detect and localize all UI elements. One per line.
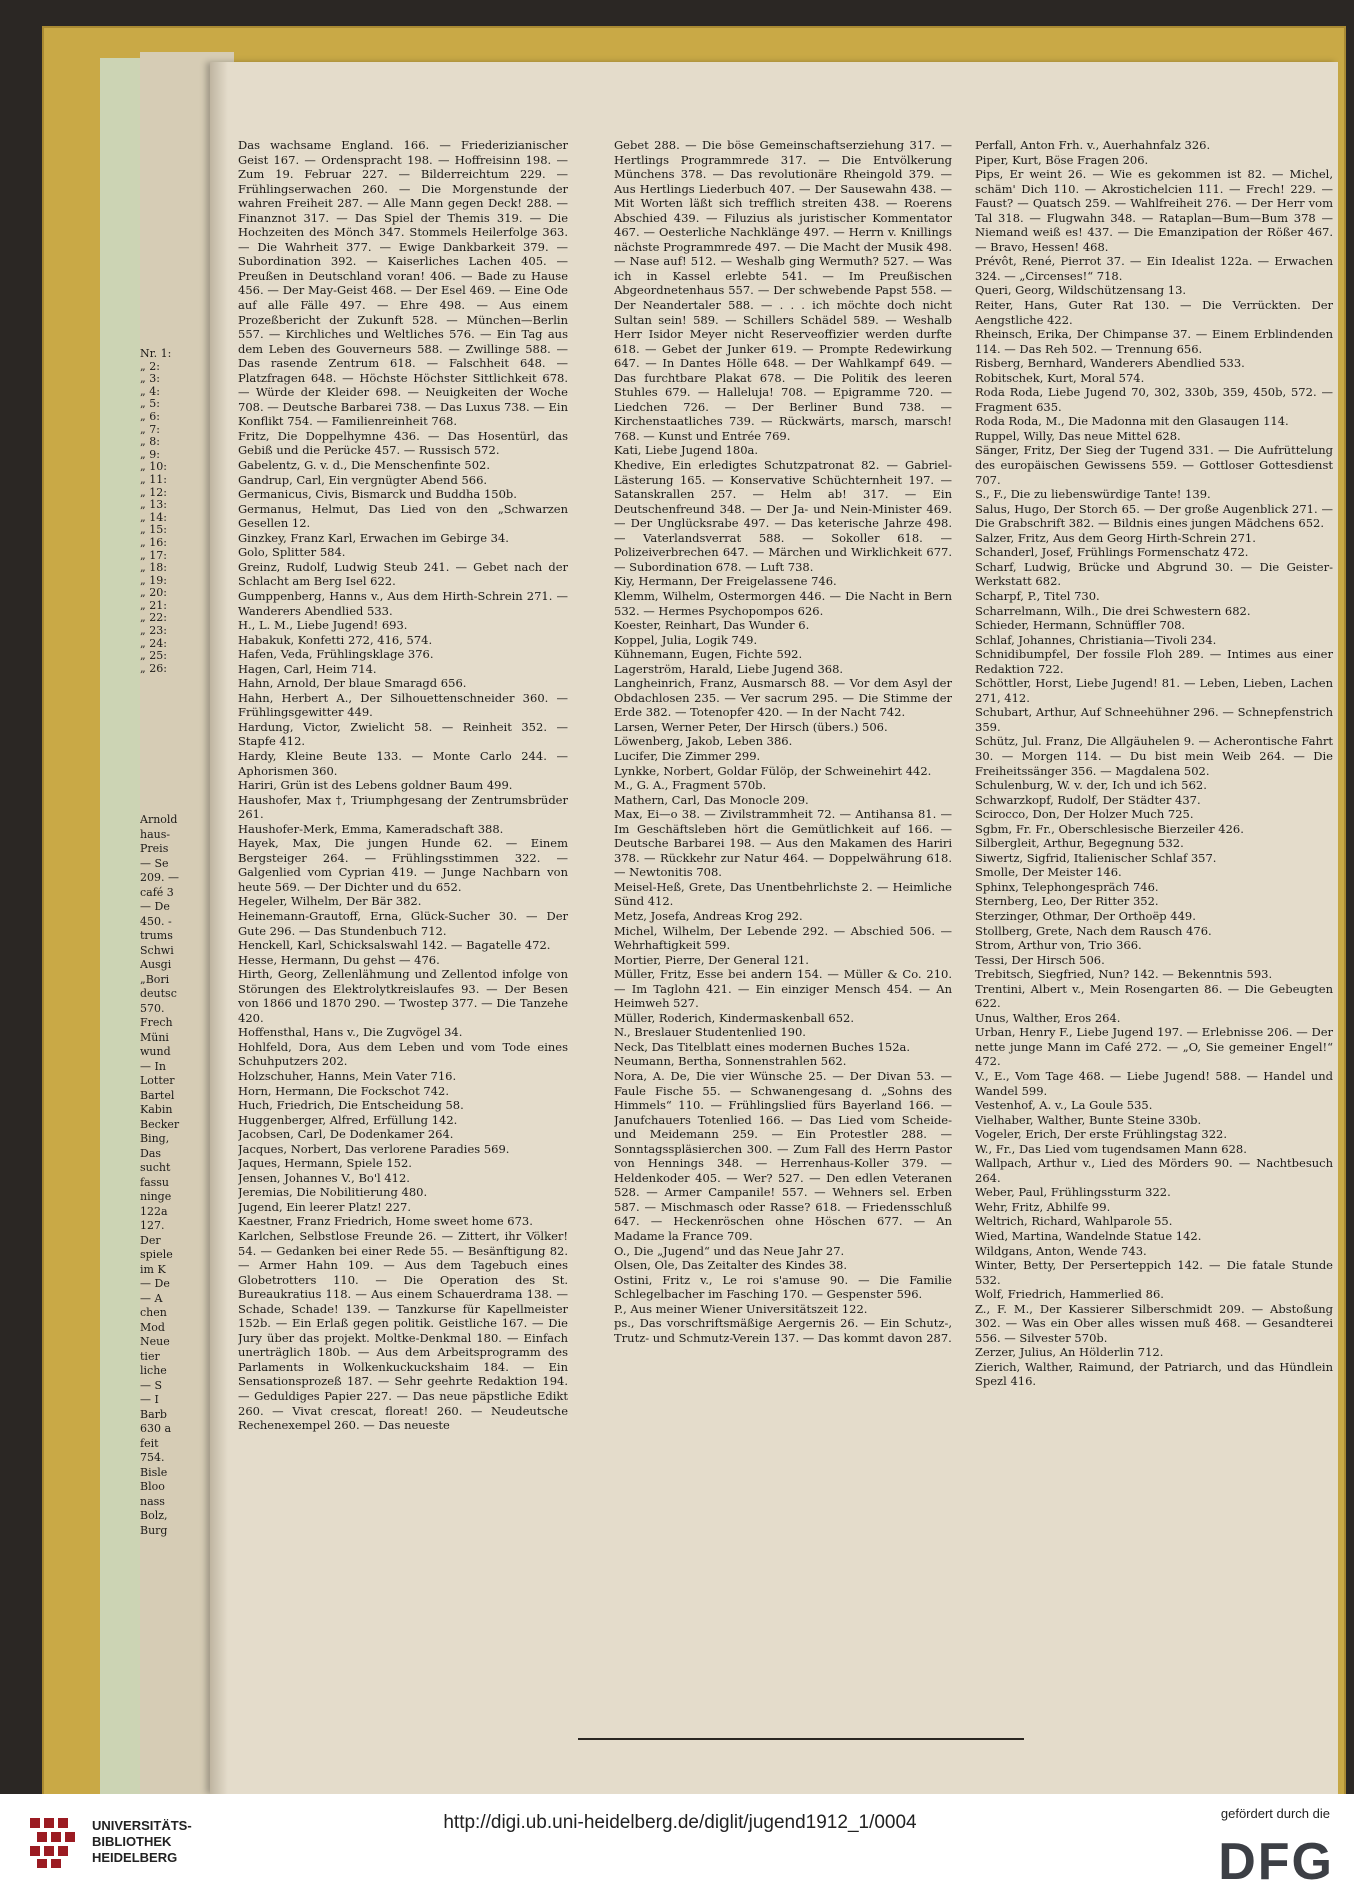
index-entry: Weltrich, Richard, Wahlparole 55. [975,1214,1173,1229]
index-entry: Germanicus, Civis, Bismarck und Buddha 150b. [238,487,517,502]
index-entry: Kühnemann, Eugen, Fichte 592. [614,647,803,662]
underlying-text-fragment: Barb [140,1407,167,1421]
index-entry: Sgbm, Fr. Fr., Oberschlesische Bierzeiler 426. [975,821,1244,836]
index-entry: Robitschek, Kurt, Moral 574. [975,370,1145,385]
index-entry: Koppel, Julia, Logik 749. [614,632,758,647]
issue-number-label: „ 10: [140,460,167,474]
index-entry: Kiy, Hermann, Der Freigelassene 746. [614,574,837,589]
index-entry: Gumppenberg, Hanns v., Aus dem Hirth-Schrein 271. — Wanderers Abendlied 533. [238,588,568,618]
index-entry: Hardung, Victor, Zwielicht 58. — Reinheit 352. — Stapfe 412. [238,719,568,749]
index-entry: Max, Ei—o 38. — Zivilstrammheit 72. — Antihansa 81. — Im Geschäftsleben hört die Gemütlichkeit auf 166. — Deutsche Barbarei 198. — Aus den Makamen des Hariri 378. — Rückkehr zur Natur 464. — Doppelwährung 618. — Newtonitis 708. [614,807,952,880]
permalink[interactable]: http://digi.ub.uni-heidelberg.de/diglit/jugend1912_1/0004 [443,1812,917,1833]
index-entry: Wolf, Friedrich, Hammerlied 86. [975,1287,1164,1302]
index-entry: Siwertz, Sigfrid, Italienischer Schlaf 357. [975,850,1217,865]
index-entry: Fritz, Die Doppelhymne 436. — Das Hosentürl, das Gebiß und die Perücke 457. — Russisch 572. [238,428,568,458]
issue-number-label: Nr. 1: [140,347,172,360]
index-entry: Larsen, Werner Peter, Der Hirsch (übers.) 506. [614,719,888,734]
index-entry: Vielhaber, Walther, Bunte Steine 330b. [975,1112,1202,1127]
index-entry: Kaestner, Franz Friedrich, Home sweet home 673. [238,1214,533,1229]
issue-number-label: „ 25: [140,649,167,663]
index-entry: Sternberg, Leo, Der Ritter 352. [975,894,1159,909]
index-entry: Schulenburg, W. v. der, Ich und ich 562. [975,778,1207,793]
viewer-footer [0,1794,1354,1894]
index-entry: Ostini, Fritz v., Le roi s'amuse 90. — Die Familie Schlegelbacher im Fasching 170. — Gespenster 596. [614,1272,952,1302]
underlying-text-fragment: 630 a [140,1422,172,1435]
index-entry: Ruppel, Willy, Das neue Mittel 628. [975,428,1181,443]
index-entry: Langheinrich, Franz, Ausmarsch 88. — Vor dem Asyl der Obdachlosen 235. — Ver sacrum 295. — Die Stimme der Erde 382. — Totenopfer 420. — In der Nacht 742. [614,676,952,720]
issue-number-label: „ 9: [140,447,160,461]
issue-number-label: „ 4: [140,384,160,398]
underlying-text-fragment: Bisle [140,1465,168,1479]
index-entry: Haushofer, Max †, Triumphgesang der Zentrumsbrüder 261. [238,792,568,822]
underlying-text-fragment: 209. — [140,871,179,884]
underlying-text-fragment: 754. [140,1451,165,1464]
index-entry: Salzer, Fritz, Aus dem Georg Hirth-Schrein 271. [975,530,1256,545]
library-name-line-2: BIBLIOTHEK [92,1834,172,1849]
issue-number-label: „ 22: [140,611,167,625]
underlying-text-fragment: — De [140,900,170,913]
index-entry: Haushofer-Merk, Emma, Kameradschaft 388. [238,821,504,836]
underlying-text-fragment: „Bori [140,972,170,986]
underlying-page-numbers [140,348,212,675]
underlying-text-fragment: 570. [140,1001,165,1015]
index-entry: Schwarzkopf, Rudolf, Der Städter 437. [975,792,1201,807]
index-entry: Heinemann-Grautoff, Erna, Glück-Sucher 30. — Der Gute 296. — Das Stundenbuch 712. [238,908,568,938]
index-entry: Hegeler, Wilhelm, Der Bär 382. [238,894,422,909]
index-entry: Hoffensthal, Hans v., Die Zugvögel 34. [238,1025,463,1040]
funded-by-label: gefördert durch die [1220,1806,1330,1821]
issue-number-label: „ 11: [140,472,167,486]
index-entry: Koester, Reinhart, Das Wunder 6. [614,618,810,633]
index-entry: Huch, Friedrich, Die Entscheidung 58. [238,1098,464,1113]
underlying-text-fragment: Der [140,1233,161,1247]
underlying-text-fragment: deutsc [140,987,177,1000]
index-entry: Klemm, Wilhelm, Ostermorgen 446. — Die Nacht in Bern 532. — Hermes Psychopompos 626. [614,588,952,618]
index-entry: Horn, Hermann, Die Fockschot 742. [238,1083,449,1098]
index-entry: Meisel-Heß, Grete, Das Unentbehrlichste 2. — Heimliche Sünd 412. [614,879,952,909]
underlying-text-fragment: Lotter [140,1074,175,1087]
underlying-text-fragment: 122a [140,1204,168,1218]
underlying-text-fragment: Müni [140,1030,169,1044]
index-entry: Lucifer, Die Zimmer 299. [614,748,761,763]
underlying-text-fragment: liche [140,1364,167,1377]
underlying-text-fragment: Becker [140,1117,180,1131]
index-entry: Z., F. M., Der Kassierer Silberschmidt 209. — Abstoßung 302. — Was ein Ober alles wissen muß 468. — Gesandterei 556. — Silvester 570b. [975,1301,1333,1345]
underlying-text-fragment: Preis [140,842,169,855]
underlying-text-fragment: — De [140,1277,170,1290]
index-entry: Neck, Das Titelblatt eines modernen Buches 152a. [614,1039,911,1054]
underlying-text-fragment: fassu [140,1175,170,1189]
index-entry: H., L. M., Liebe Jugend! 693. [238,618,408,633]
index-entry: S., F., Die zu liebenswürdige Tante! 139. [975,487,1211,502]
index-column-3 [975,138,1333,1698]
index-entry: P., Aus meiner Wiener Universitätszeit 122. [614,1301,868,1316]
underlying-text-fragment: nass [140,1494,165,1508]
underlying-text-fragment: café 3 [140,885,174,899]
index-entry: Das wachsame England. 166. — Friederizianischer Geist 167. — Ordenspracht 198. — Hoffreisinn 198. — Zum 19. Februar 227. — Bilderreichtum 229. — Frühlingserwachen 260. — Die Morgenstunde der wahren Freiheit 287. — Alle Mann gegen Deck! 288. — Finanznot 317. — Das Spiel der Themis 319. — Die Hochzeiten des Mönch 347. Stommels Heilerfolge 363. — Die Wahrheit 377. — Ewige Dankbarkeit 379. — Subordination 392. — Kaiserliches Lachen 405. — Preußen in Deutschland voran! 406. — Bade zu Hause 456. — Der May-Geist 468. — Der Esel 469. — Eine Ode auf alle Fälle 497. — Ehre 498. — Aus einem Prozeßbericht der Zukunft 528. — München—Berlin 557. — Kirchliches und Weltliches 576. — Ein Tag aus dem Leben des Gouverneurs 588. — Zwillinge 588. — Das rasende Zentrum 618. — Falschheit 648. — Platzfragen 648. — Höchste Höchster Sittlichkeit 678. — Würde der Kleider 698. — Neuigkeiten der Woche 708. — Deutsche Barbarei 738. — Das Luxus 738. — Ein Konflikt 754. — Familienreinheit 768. [238,138,568,429]
index-entry: Trebitsch, Siegfried, Nun? 142. — Bekenntnis 593. [975,967,1273,982]
dfg-logo: DFG [1218,1833,1334,1891]
underlying-text-fragment: — S [140,1378,163,1392]
index-entry: Lagerström, Harald, Liebe Jugend 368. [614,661,844,676]
underlying-text-fragment: Frech [140,1016,173,1029]
index-entry: Wied, Martina, Wandelnde Statue 142. [975,1229,1202,1244]
issue-number-label: „ 7: [140,422,160,436]
index-entry: M., G. A., Fragment 570b. [614,778,767,793]
underlying-text-fragment: 127. [140,1219,165,1232]
issue-number-label: „ 13: [140,498,167,512]
index-entry: Risberg, Bernhard, Wanderers Abendlied 533. [975,356,1245,371]
underlying-text-fragment: Bloo [140,1480,165,1493]
index-entry: Silbergleit, Arthur, Begegnung 532. [975,836,1184,851]
university-seal-icon [28,1816,82,1870]
index-entry: Nora, A. De, Die vier Wünsche 25. — Der Divan 53. — Faule Fische 55. — Schwanengesang d. „Sohns des Himmels“ 110. — Frühlingslied fürs Bayerland 166. — Janufchauers Totenlied 166. — Das Lied vom Scheide- und Meidemann 259. — Ein Protestler 288. — Sonntagsspläsierchen 300. — Zum Fall des Herrn Pastor von Hennings 348. — Herrenhaus-Koller 379. — Heldenkoder 405. — Wer? 527. — Den edlen Veteranen 528. — Armer Campanile! 557. — Wehners sel. Erben 587. — Mischmasch oder Rasse? 618. — Friedensschluß 647. — Heckenröschen ohne Höschen 677. — An Madame la France 709. [614,1069,952,1244]
underlying-text-fragment: — A [140,1291,163,1305]
index-entry: Schieder, Hermann, Schnüffler 708. [975,618,1186,633]
index-entry: Sänger, Fritz, Der Sieg der Tugend 331. — Die Aufrüttelung des europäischen Gewissens 559. — Gottloser Gottesdienst 707. [975,443,1333,487]
index-entry: Unus, Walther, Eros 264. [975,1010,1121,1025]
issue-number-label: „ 2: [140,359,160,373]
underlying-text-fragment: Bing, [140,1132,170,1145]
index-entry: Sterzinger, Othmar, Der Orthoëp 449. [975,908,1196,923]
index-entry: Hariri, Grün ist des Lebens goldner Baum 499. [238,778,513,793]
index-entry: Hesse, Hermann, Du gehst — 476. [238,952,440,967]
issue-number-label: „ 19: [140,573,167,587]
index-entry: Jacques, Norbert, Das verlorene Paradies 569. [238,1141,510,1156]
index-entry: Karlchen, Selbstlose Freunde 26. — Zittert, ihr Völker! 54. — Gedanken bei einer Rede 55. — Besänftigung 82. — Armer Hahn 109. — Aus dem Tagebuch eines Globetrotters 110. — Die Operation des St. Bureaukratius 118. — Aus einem Schauerdrama 138. — Schade, Schade! 139. — Tanzkurse für Kapellmeister 152b. — Ein Erlaß gegen politik. Geistliche 167. — Die Jury über das projekt. Moltke-Denkmal 180. — Einfach unerträglich 180b. — Aus dem Arbeitsprogramm des Parlaments in Wolkenkuckuckshaim 184. — Ein Sensationsprozeß 187. — Sehr geehrte Redaktion 194. — Geduldiges Papier 227. — Das neue päpstliche Edikt 260. — Vivat crescat, floreat! 260. — Neudeutsche Rechenexempel 260. — Das neueste [238,1229,568,1433]
issue-number-label: „ 24: [140,636,167,650]
index-entry: Kati, Liebe Jugend 180a. [614,443,759,458]
index-entry: Löwenberg, Jakob, Leben 386. [614,734,793,749]
index-entry: Sphinx, Telephongespräch 746. [975,879,1159,894]
index-entry: Holzschuher, Hanns, Mein Vater 716. [238,1069,457,1083]
index-entry: Urban, Henry F., Liebe Jugend 197. — Erlebnisse 206. — Der nette junge Mann im Café 272. — „O, Sie gemeiner Engel!“ 472. [975,1025,1333,1069]
underlying-text-fragment: tier [140,1349,160,1363]
index-entry: Scharrelmann, Wilh., Die drei Schwestern 682. [975,603,1251,618]
index-entry: Jaques, Hermann, Spiele 152. [238,1156,412,1171]
index-entry: Greinz, Rudolf, Ludwig Steub 241. — Gebet nach der Schlacht am Berg Isel 622. [238,559,568,589]
library-name-line-3: HEIDELBERG [92,1850,178,1865]
end-rule [578,1738,1024,1740]
index-entry: Piper, Kurt, Böse Fragen 206. [975,152,1149,167]
issue-number-label: „ 17: [140,548,167,562]
index-entry: Jacobsen, Carl, De Dodenkamer 264. [238,1127,454,1142]
underlying-text-fragment: ninge [140,1190,172,1203]
underlying-text-fragment: — In [140,1059,166,1073]
issue-number-label: „ 5: [140,397,160,411]
index-entry: Jugend, Ein leerer Platz! 227. [238,1199,411,1214]
underlying-text-fragment: — Se [140,856,169,870]
index-entry: Queri, Georg, Wildschützensang 13. [975,283,1187,298]
index-entry: Smolle, Der Meister 146. [975,865,1122,880]
underlying-text-fragment: Bolz, [140,1509,168,1522]
index-entry: Trentini, Albert v., Mein Rosengarten 86. — Die Gebeugten 622. [975,981,1333,1011]
underlying-text-fragment: Schwi [140,943,174,957]
index-entry: Vogeler, Erich, Der erste Frühlingstag 322. [975,1127,1227,1142]
issue-number-label: „ 21: [140,598,167,612]
index-entry: Zerzer, Julius, An Hölderlin 712. [975,1345,1164,1360]
index-entry: Prévôt, René, Pierrot 37. — Ein Idealist 122a. — Erwachen 324. — „Circenses!“ 718. [975,254,1333,283]
underlying-text-fragment: chen [140,1306,167,1319]
index-entry: Olsen, Ole, Das Zeitalter des Kindes 38. [614,1258,848,1273]
index-entry: Neumann, Bertha, Sonnenstrahlen 562. [614,1054,847,1069]
index-entry: Gandrup, Carl, Ein vergnügter Abend 566. [238,472,488,487]
index-entry: Metz, Josefa, Andreas Krog 292. [614,908,803,923]
issue-number-label: „ 26: [140,661,167,675]
index-entry: Müller, Roderich, Kindermaskenball 652. [614,1010,854,1025]
index-entry: Hahn, Arnold, Der blaue Smaragd 656. [238,676,467,691]
index-entry: W., Fr., Das Lied vom tugendsamen Mann 628. [975,1141,1247,1156]
index-entry: Wallpach, Arthur v., Lied des Mörders 90. — Nachtbesuch 264. [975,1156,1333,1185]
underlying-text-fragment: Mod [140,1320,165,1334]
underlying-text-fragment: im K [140,1262,166,1276]
library-name-line-1: UNIVERSITÄTS- [92,1818,192,1833]
index-entry: Roda Roda, Liebe Jugend 70, 302, 330b, 359, 450b, 572. — Fragment 635. [975,385,1333,414]
index-entry: Wildgans, Anton, Wende 743. [975,1243,1147,1258]
index-entry: Perfall, Anton Frh. v., Auerhahnfalz 326. [975,138,1211,152]
index-entry: Vestenhof, A. v., La Goule 535. [975,1098,1153,1113]
index-entry: Stollberg, Grete, Nach dem Rausch 476. [975,923,1212,938]
index-column-1 [238,138,568,1698]
underlying-text-fragment: haus- [140,827,171,841]
underlying-text-fragment: sucht [140,1161,171,1174]
issue-number-label: „ 14: [140,510,167,524]
index-entry: Schlaf, Johannes, Christiania—Tivoli 234. [975,632,1217,647]
index-entry: Hahn, Herbert A., Der Silhouettenschneider 360. — Frühlingsgewitter 449. [238,690,568,720]
underlying-text-fragment: Das [140,1146,162,1160]
page-fold-shadow [210,62,228,1794]
underlying-text-fragment: — I [140,1393,159,1406]
index-entry: Hohlfeld, Dora, Aus dem Leben und vom Tode eines Schuhputzers 202. [238,1039,568,1069]
underlying-text-fragment: feit [140,1436,159,1450]
index-entry: Müller, Fritz, Esse bei andern 154. — Müller & Co. 210. — Im Taglohn 421. — Ein einziger Mensch 454. — An Heimweh 527. [614,967,952,1011]
index-entry: Scirocco, Don, Der Holzer Much 725. [975,807,1194,822]
index-entry: Roda Roda, M., Die Madonna mit den Glasaugen 114. [975,414,1289,429]
underlying-text-fragment: Ausgi [140,958,172,971]
index-entry: Hagen, Carl, Heim 714. [238,661,377,676]
underlying-text-fragment: Neue [140,1335,170,1348]
index-entry: Schubart, Arthur, Auf Schneehühner 296. — Schnepfenstrich 359. [975,705,1333,734]
underlying-text-fragment: wund [140,1045,171,1058]
index-entry: Hirth, Georg, Zellenlähmung und Zellentod infolge von Störungen des Elektrolytkreislaufes 93. — Der Besen von 1866 und 1870 290. — Twostep 377. — Die Tanzehe 420. [238,967,568,1025]
underlying-text-fragment: Bartel [140,1088,175,1102]
index-entry: Hardy, Kleine Beute 133. — Monte Carlo 244. — Aphorismen 360. [238,748,568,778]
index-entry: Salus, Hugo, Der Storch 65. — Der große Augenblick 271. — Die Grabschrift 382. — Bildnis eines jungen Mädchens 652. [975,501,1333,531]
index-entry: Tessi, Der Hirsch 506. [975,952,1105,967]
index-entry: Ginzkey, Franz Karl, Erwachen im Gebirge 34. [238,530,509,545]
index-entry: Schütz, Jul. Franz, Die Allgäuhelen 9. — Acherontische Fahrt 30. — Morgen 114. — Du bist mein Weib 264. — Die Freiheitssänger 356. — Magdalena 502. [975,734,1333,778]
index-entry: Zierich, Walther, Raimund, der Patriarch, und das Hündlein Spezl 416. [975,1359,1333,1389]
index-entry: Scharf, Ludwig, Brücke und Abgrund 30. — Die Geister-Werkstatt 682. [975,559,1333,589]
issue-number-label: „ 23: [140,624,167,638]
index-entry: Rheinsch, Erika, Der Chimpanse 37. — Einem Erblindenden 114. — Das Reh 502. — Trennung 656. [975,327,1333,356]
index-entry: Mathern, Carl, Das Monocle 209. [614,792,809,807]
index-entry: Schanderl, Josef, Frühlings Formenschatz 472. [975,545,1249,560]
underlying-text-fragment: Burg [140,1523,168,1537]
index-entry: Huggenberger, Alfred, Erfüllung 142. [238,1112,458,1127]
index-entry: Hafen, Veda, Frühlingsklage 376. [238,647,434,662]
index-entry: O., Die „Jugend“ und das Neue Jahr 27. [614,1243,845,1258]
index-entry: Gabelentz, G. v. d., Die Menschenfinte 502. [238,458,491,473]
index-column-2 [614,138,952,1698]
issue-number-label: „ 12: [140,485,167,499]
issue-number-label: „ 18: [140,561,167,575]
index-entry: Hayek, Max, Die jungen Hunde 62. — Einem Bergsteiger 264. — Frühlingsstimmen 322. — Galgenlied vom Cyprian 419. — Junge Nachbarn von heute 569. — Der Dichter und du 652. [238,836,568,894]
underlying-page-text [140,813,210,1538]
underlying-text-fragment: 450. - [140,914,172,928]
library-name [92,1818,192,1866]
issue-number-label: „ 16: [140,535,167,549]
index-entry: N., Breslauer Studentenlied 190. [614,1025,806,1040]
index-entry: Michel, Wilhelm, Der Lebende 292. — Abschied 506. — Wehrhaftigkeit 599. [614,923,952,953]
underlying-text-fragment: Arnold [140,813,178,826]
index-entry: Winter, Betty, Der Perserteppich 142. — Die fatale Stunde 532. [975,1258,1333,1287]
issue-number-label: „ 6: [140,409,160,423]
index-entry: ps., Das vorschriftsmäßige Aergernis 26. — Ein Schutz-, Trutz- und Schmutz-Verein 137. — Das kommt davon 287. [614,1316,952,1345]
index-entry: Jensen, Johannes V., Bo'l 412. [238,1170,410,1185]
underlying-text-fragment: trums [140,929,173,942]
index-entry: Wehr, Fritz, Abhilfe 99. [975,1199,1111,1214]
issue-number-label: „ 8: [140,435,160,449]
index-entry: Strom, Arthur von, Trio 366. [975,938,1142,953]
issue-number-label: „ 15: [140,523,167,537]
index-entry: Jeremias, Die Nobilitierung 480. [238,1185,428,1200]
index-entry: Scharpf, P., Titel 730. [975,588,1100,603]
index-entry: Khedive, Ein erledigtes Schutzpatronat 82. — Gabriel-Lästerung 165. — Konservative Schüchternheit 197. — Satanskrallen 257. — Helm ab! 317. — Ein Deutschenfreund 348. — Der Ja- und Nein-Minister 469. — Der Unglücksrabe 497. — Das keterische Jahrze 498. — Vaterlandsverrat 588. — Sokoller 618. — Polizeiverbrechen 647. — Märchen und Wirklichkeit 677. — Subordination 678. — Luft 738. [614,458,952,574]
index-entry: Lynkke, Norbert, Goldar Fülöp, der Schweinehirt 442. [614,763,932,778]
underlying-text-fragment: spiele [140,1248,173,1261]
index-entry: Germanus, Helmut, Das Lied von den „Schwarzen Gesellen 12. [238,501,568,531]
index-entry: Reiter, Hans, Guter Rat 130. — Die Verrückten. Der Aengstliche 422. [975,298,1333,327]
underlying-text-fragment: Kabin [140,1103,173,1116]
index-entry: V., E., Vom Tage 468. — Liebe Jugend! 588. — Handel und Wandel 599. [975,1069,1333,1098]
index-entry: Schöttler, Horst, Liebe Jugend! 81. — Leben, Lieben, Lachen 271, 412. [975,676,1333,705]
index-entry: Mortier, Pierre, Der General 121. [614,952,809,967]
index-entry: Gebet 288. — Die böse Gemeinschaftserziehung 317. — Hertlings Programmrede 317. — Die Entvölkerung Münchens 378. — Das revolutionäre Rheingold 379. — Aus Hertlings Liederbuch 407. — Der Sausewahn 438. — Mit Worten läßt sich trefflich streiten 438. — Roerens Abschied 439. — Filuzius als juristischer Kommentator 467. — Oesterliche Nachklänge 497. — Herrn v. Knillings nächste Programmrede 497. — Die Macht der Musik 498. — Nase auf! 512. — Weshalb ging Wermuth? 527. — Was ich in Kassel erlebte 541. — Im Preußischen Abgeordnetenhaus 557. — Der schwebende Papst 558. — Der Neandertaler 588. — . . . ich möchte doch nicht Sultan sein! 589. — Schillers Schädel 589. — Weshalb Herr Isidor Meyer nicht Reserveoffizier werden durfte 618. — Gebet der Junker 619. — Prompte Redewirkung 647. — In Dantes Hölle 648. — Der Wahlkampf 649. — Das furchtbare Plakat 678. — Die Politik des leeren Stuhles 679. — Halleluja! 708. — Epigramme 720. — Liedchen 726. — Der Berliner Bund 738. — Kirchenstaatliches 739. — Rückwärts, marsch, marsch! 768. — Kunst und Entrée 769. [614,138,952,443]
index-entry: Schnidibumpfel, Der fossile Floh 289. — Intimes aus einer Redaktion 722. [975,647,1333,676]
index-entry: Habakuk, Konfetti 272, 416, 574. [238,632,433,647]
index-entry: Weber, Paul, Frühlingssturm 322. [975,1185,1171,1200]
index-entry: Henckell, Karl, Schicksalswahl 142. — Bagatelle 472. [238,938,551,953]
index-entry: Golo, Splitter 584. [238,545,346,560]
index-entry: Pips, Er weint 26. — Wie es gekommen ist 82. — Michel, schäm' Dich 110. — Akrostichelcien 111. — Frech! 229. — Faust? — Quatsch 259. — Wahlfreiheit 276. — Der Herr vom Tal 318. — Flugwahn 348. — Rataplan—Bum—Bum 378 — Niemand weiß es! 437. — Die Emanzipation der Rößer 467. — Bravo, Hessen! 468. [975,167,1333,254]
issue-number-label: „ 3: [140,372,160,386]
issue-number-label: „ 20: [140,586,167,600]
